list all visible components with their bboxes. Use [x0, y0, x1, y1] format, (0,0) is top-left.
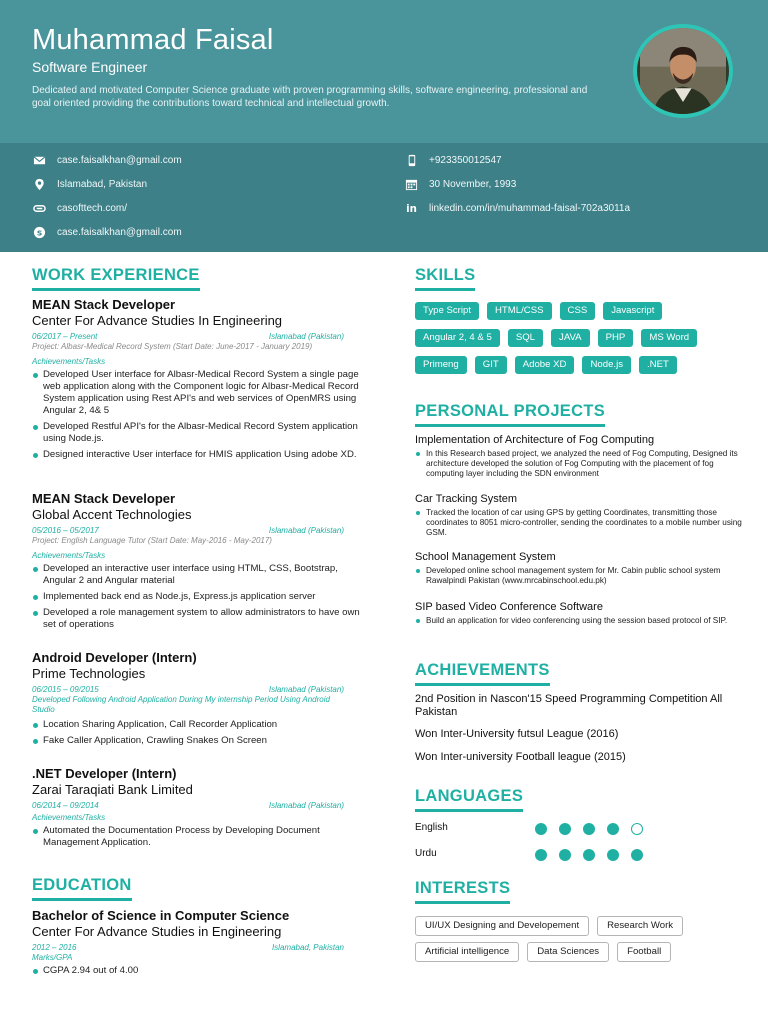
location-pin-icon: [32, 177, 46, 191]
skype-icon: [32, 225, 46, 239]
project-entry: [415, 492, 745, 538]
job-entry: [32, 650, 368, 751]
project-bullets: [415, 566, 745, 586]
skills-row: [415, 329, 735, 347]
list-item: Developed User interface for Albasr-Medical Record System a single page web application along with the Component logic for Albasr-Medical Record System application using Rest API's and web services of OpenMRS using Angular 2, 4& 5: [32, 369, 368, 417]
list-item: CGPA 2.94 out of 4.00: [32, 965, 368, 977]
contact-location: [32, 176, 147, 192]
achievement-item: Won Inter-university Football league (2015): [415, 751, 626, 763]
education-bullets: [32, 965, 368, 977]
language-name: English: [415, 822, 448, 833]
project-title: School Management System: [415, 551, 556, 563]
contact-linkedin[interactable]: [404, 200, 630, 216]
svg-text:S: S: [36, 227, 42, 237]
list-item: Location Sharing Application, Call Recorder Application: [32, 719, 368, 731]
education-location: Islamabad, Pakistan: [271, 943, 344, 952]
language-level: [535, 823, 655, 835]
contact-birthdate: [404, 176, 516, 192]
calendar-icon: [404, 177, 418, 191]
level-dot-filled: [535, 823, 547, 835]
list-item: Developed a role management system to allow administrators to have own set of operations: [32, 607, 368, 631]
section-title-education: EDUCATION: [32, 876, 132, 901]
list-item: Build an application for video conferencing using the session based protocol of SIP.: [415, 616, 745, 626]
section-title-work: WORK EXPERIENCE: [32, 266, 200, 291]
contact-bar: [0, 143, 768, 252]
job-project: Project: English Language Tutor (Start Date: May-2016 - May-2017): [32, 536, 272, 545]
job-location: Islamabad (Pakistan): [268, 526, 344, 535]
achievement-item: Won Inter-University futsul League (2016): [415, 728, 619, 740]
job-location: Islamabad (Pakistan): [268, 801, 344, 810]
skills-row: [415, 302, 735, 320]
job-project: Developed Following Android Application During My internship Period Using Android Studio: [32, 695, 330, 714]
level-dot-filled: [559, 823, 571, 835]
skill-tag: .NET: [639, 356, 677, 374]
contact-website[interactable]: [32, 200, 127, 216]
level-dot-filled: [607, 849, 619, 861]
job-role: Software Engineer: [32, 59, 148, 75]
job-dates: 05/2016 – 05/2017: [32, 526, 99, 535]
job-location: Islamabad (Pakistan): [268, 332, 344, 341]
job-dates: 06/2014 – 09/2014: [32, 801, 99, 810]
level-dot-filled: [583, 849, 595, 861]
job-bullets: [32, 719, 368, 747]
project-bullets: [415, 616, 745, 626]
list-item: Implemented back end as Node.js, Express.js application server: [32, 591, 368, 603]
project-title: SIP based Video Conference Software: [415, 601, 603, 613]
education-meta: [32, 942, 368, 953]
skill-tag: Angular 2, 4 & 5: [415, 329, 500, 347]
level-dot-filled: [607, 823, 619, 835]
website-text: casofttech.com/: [57, 202, 128, 214]
skill-tag: GIT: [475, 356, 507, 374]
project-entry: [415, 600, 745, 626]
location-text: Islamabad, Pakistan: [57, 178, 148, 190]
list-item: Tracked the location of car using GPS by getting Coordinates, transmitting those coordinates to 8051 micro-controller, sending the coordinates to a mobile number using GSM.: [415, 508, 745, 538]
school-name: Center For Advance Studies in Engineering: [32, 924, 282, 939]
interests-row: [415, 942, 745, 962]
section-title-projects: PERSONAL PROJECTS: [415, 402, 605, 427]
interest-tag: UI/UX Designing and Developement: [415, 916, 589, 936]
job-bullets: [32, 563, 368, 631]
education-entry: [32, 908, 368, 981]
skill-tag: SQL: [508, 329, 543, 347]
skill-tag: CSS: [560, 302, 596, 320]
job-achievements-label: Achievements/Tasks: [32, 813, 106, 822]
list-item: Fake Caller Application, Crawling Snakes On Screen: [32, 735, 368, 747]
job-title: Android Developer (Intern): [32, 650, 197, 665]
interest-tag: Research Work: [597, 916, 683, 936]
list-item: Designed interactive User interface for HMIS application Using adobe XD.: [32, 449, 368, 461]
skill-tag: Type Script: [415, 302, 479, 320]
job-company: Prime Technologies: [32, 666, 146, 681]
project-entry: [415, 433, 745, 479]
skill-tag: Node.js: [582, 356, 631, 374]
project-title: Implementation of Architecture of Fog Computing: [415, 434, 655, 446]
project-bullets: [415, 508, 745, 538]
linkedin-icon: [404, 201, 418, 215]
section-title-interests: INTERESTS: [415, 879, 510, 904]
skill-tag: HTML/CSS: [487, 302, 552, 320]
marks-label: Marks/GPA: [32, 953, 73, 962]
education-dates: 2012 – 2016: [32, 943, 77, 952]
profile-summary: Dedicated and motivated Computer Science graduate with proven programming skills, software engineering, professional and goal oriented providing the contributions toward technical and intellectual growth.: [32, 85, 588, 109]
job-achievements-label: Achievements/Tasks: [32, 357, 106, 366]
level-dot-filled: [559, 849, 571, 861]
mobile-phone-icon: [404, 153, 418, 167]
person-portrait-icon: [637, 28, 729, 114]
link-icon: [32, 201, 46, 215]
job-title: MEAN Stack Developer: [32, 491, 176, 506]
skills-row: [415, 356, 735, 374]
job-meta: [32, 331, 368, 342]
job-title: .NET Developer (Intern): [32, 766, 177, 781]
contact-skype[interactable]: [32, 224, 182, 240]
job-company: Zarai Taraqiati Bank Limited: [32, 782, 193, 797]
job-entry: [32, 491, 368, 635]
job-company: Global Accent Technologies: [32, 507, 192, 522]
level-dot-empty: [631, 823, 643, 835]
envelope-icon: [32, 153, 46, 167]
section-title-achievements: ACHIEVEMENTS: [415, 661, 550, 686]
level-dot-filled: [631, 849, 643, 861]
job-achievements-label: Achievements/Tasks: [32, 551, 106, 560]
language-row: [415, 822, 655, 838]
degree-title: Bachelor of Science in Computer Science: [32, 908, 290, 923]
project-title: Car Tracking System: [415, 493, 518, 505]
skype-text: case.faisalkhan@gmail.com: [57, 226, 182, 238]
level-dot-filled: [583, 823, 595, 835]
skill-tag: MS Word: [641, 329, 697, 347]
interests-list: [415, 916, 745, 968]
job-location: Islamabad (Pakistan): [268, 685, 344, 694]
contact-phone[interactable]: [404, 152, 502, 168]
skills-list: [415, 302, 735, 383]
job-company: Center For Advance Studies In Engineering: [32, 313, 283, 328]
job-meta: [32, 800, 368, 811]
language-row: [415, 848, 655, 864]
skill-tag: Primeng: [415, 356, 467, 374]
list-item: Developed Restful API's for the Albasr-Medical Record System application using Node.js.: [32, 421, 368, 445]
job-dates: 06/2017 – Present: [32, 332, 98, 341]
job-project: Project: Albasr-Medical Record System (Start Date: June-2017 - January 2019): [32, 342, 313, 351]
job-meta: [32, 684, 368, 695]
interest-tag: Artificial intelligence: [415, 942, 519, 962]
project-entry: [415, 550, 745, 586]
language-level: [535, 849, 655, 861]
section-title-languages: LANGUAGES: [415, 787, 523, 812]
list-item: Automated the Documentation Process by Developing Document Management Application.: [32, 825, 368, 849]
list-item: In this Research based project, we analyzed the need of Fog Computing, Designed its architecture developed the solution of Fog Computing with the placement of fog computing layer including the SDN environment: [415, 449, 745, 479]
job-entry: [32, 297, 368, 465]
list-item: Developed an interactive user interface using HTML, CSS, Bootstrap, Angular 2 and Angular material: [32, 563, 368, 587]
job-bullets: [32, 825, 368, 849]
skill-tag: Javascript: [603, 302, 662, 320]
skill-tag: Adobe XD: [515, 356, 575, 374]
achievement-item: 2nd Position in Nascon'15 Speed Programming Competition All Pakistan: [415, 693, 723, 718]
job-meta: [32, 525, 368, 536]
job-entry: [32, 766, 368, 853]
skill-tag: PHP: [598, 329, 634, 347]
birthdate-text: 30 November, 1993: [429, 178, 517, 190]
phone-text: +923350012547: [429, 154, 502, 166]
list-item: Developed online school management system for Mr. Cabin public school system Rawalpindi Pakistan (www.mrcabinschool.edu.pk): [415, 566, 745, 586]
job-bullets: [32, 369, 368, 461]
project-bullets: [415, 449, 745, 479]
language-name: Urdu: [415, 848, 437, 859]
job-dates: 06/2015 – 09/2015: [32, 685, 99, 694]
level-dot-filled: [535, 849, 547, 861]
skill-tag: JAVA: [551, 329, 590, 347]
profile-photo: [633, 24, 733, 118]
job-title: MEAN Stack Developer: [32, 297, 176, 312]
contact-email[interactable]: [32, 152, 182, 168]
svg-text:in: in: [405, 203, 417, 215]
header-banner: [0, 0, 768, 143]
interest-tag: Football: [617, 942, 671, 962]
email-text: case.faisalkhan@gmail.com: [57, 154, 182, 166]
section-title-skills: SKILLS: [415, 266, 475, 291]
person-name: Muhammad Faisal: [32, 24, 274, 56]
interests-row: [415, 916, 745, 936]
linkedin-text: linkedin.com/in/muhammad-faisal-702a3011a: [429, 202, 631, 214]
interest-tag: Data Sciences: [527, 942, 609, 962]
